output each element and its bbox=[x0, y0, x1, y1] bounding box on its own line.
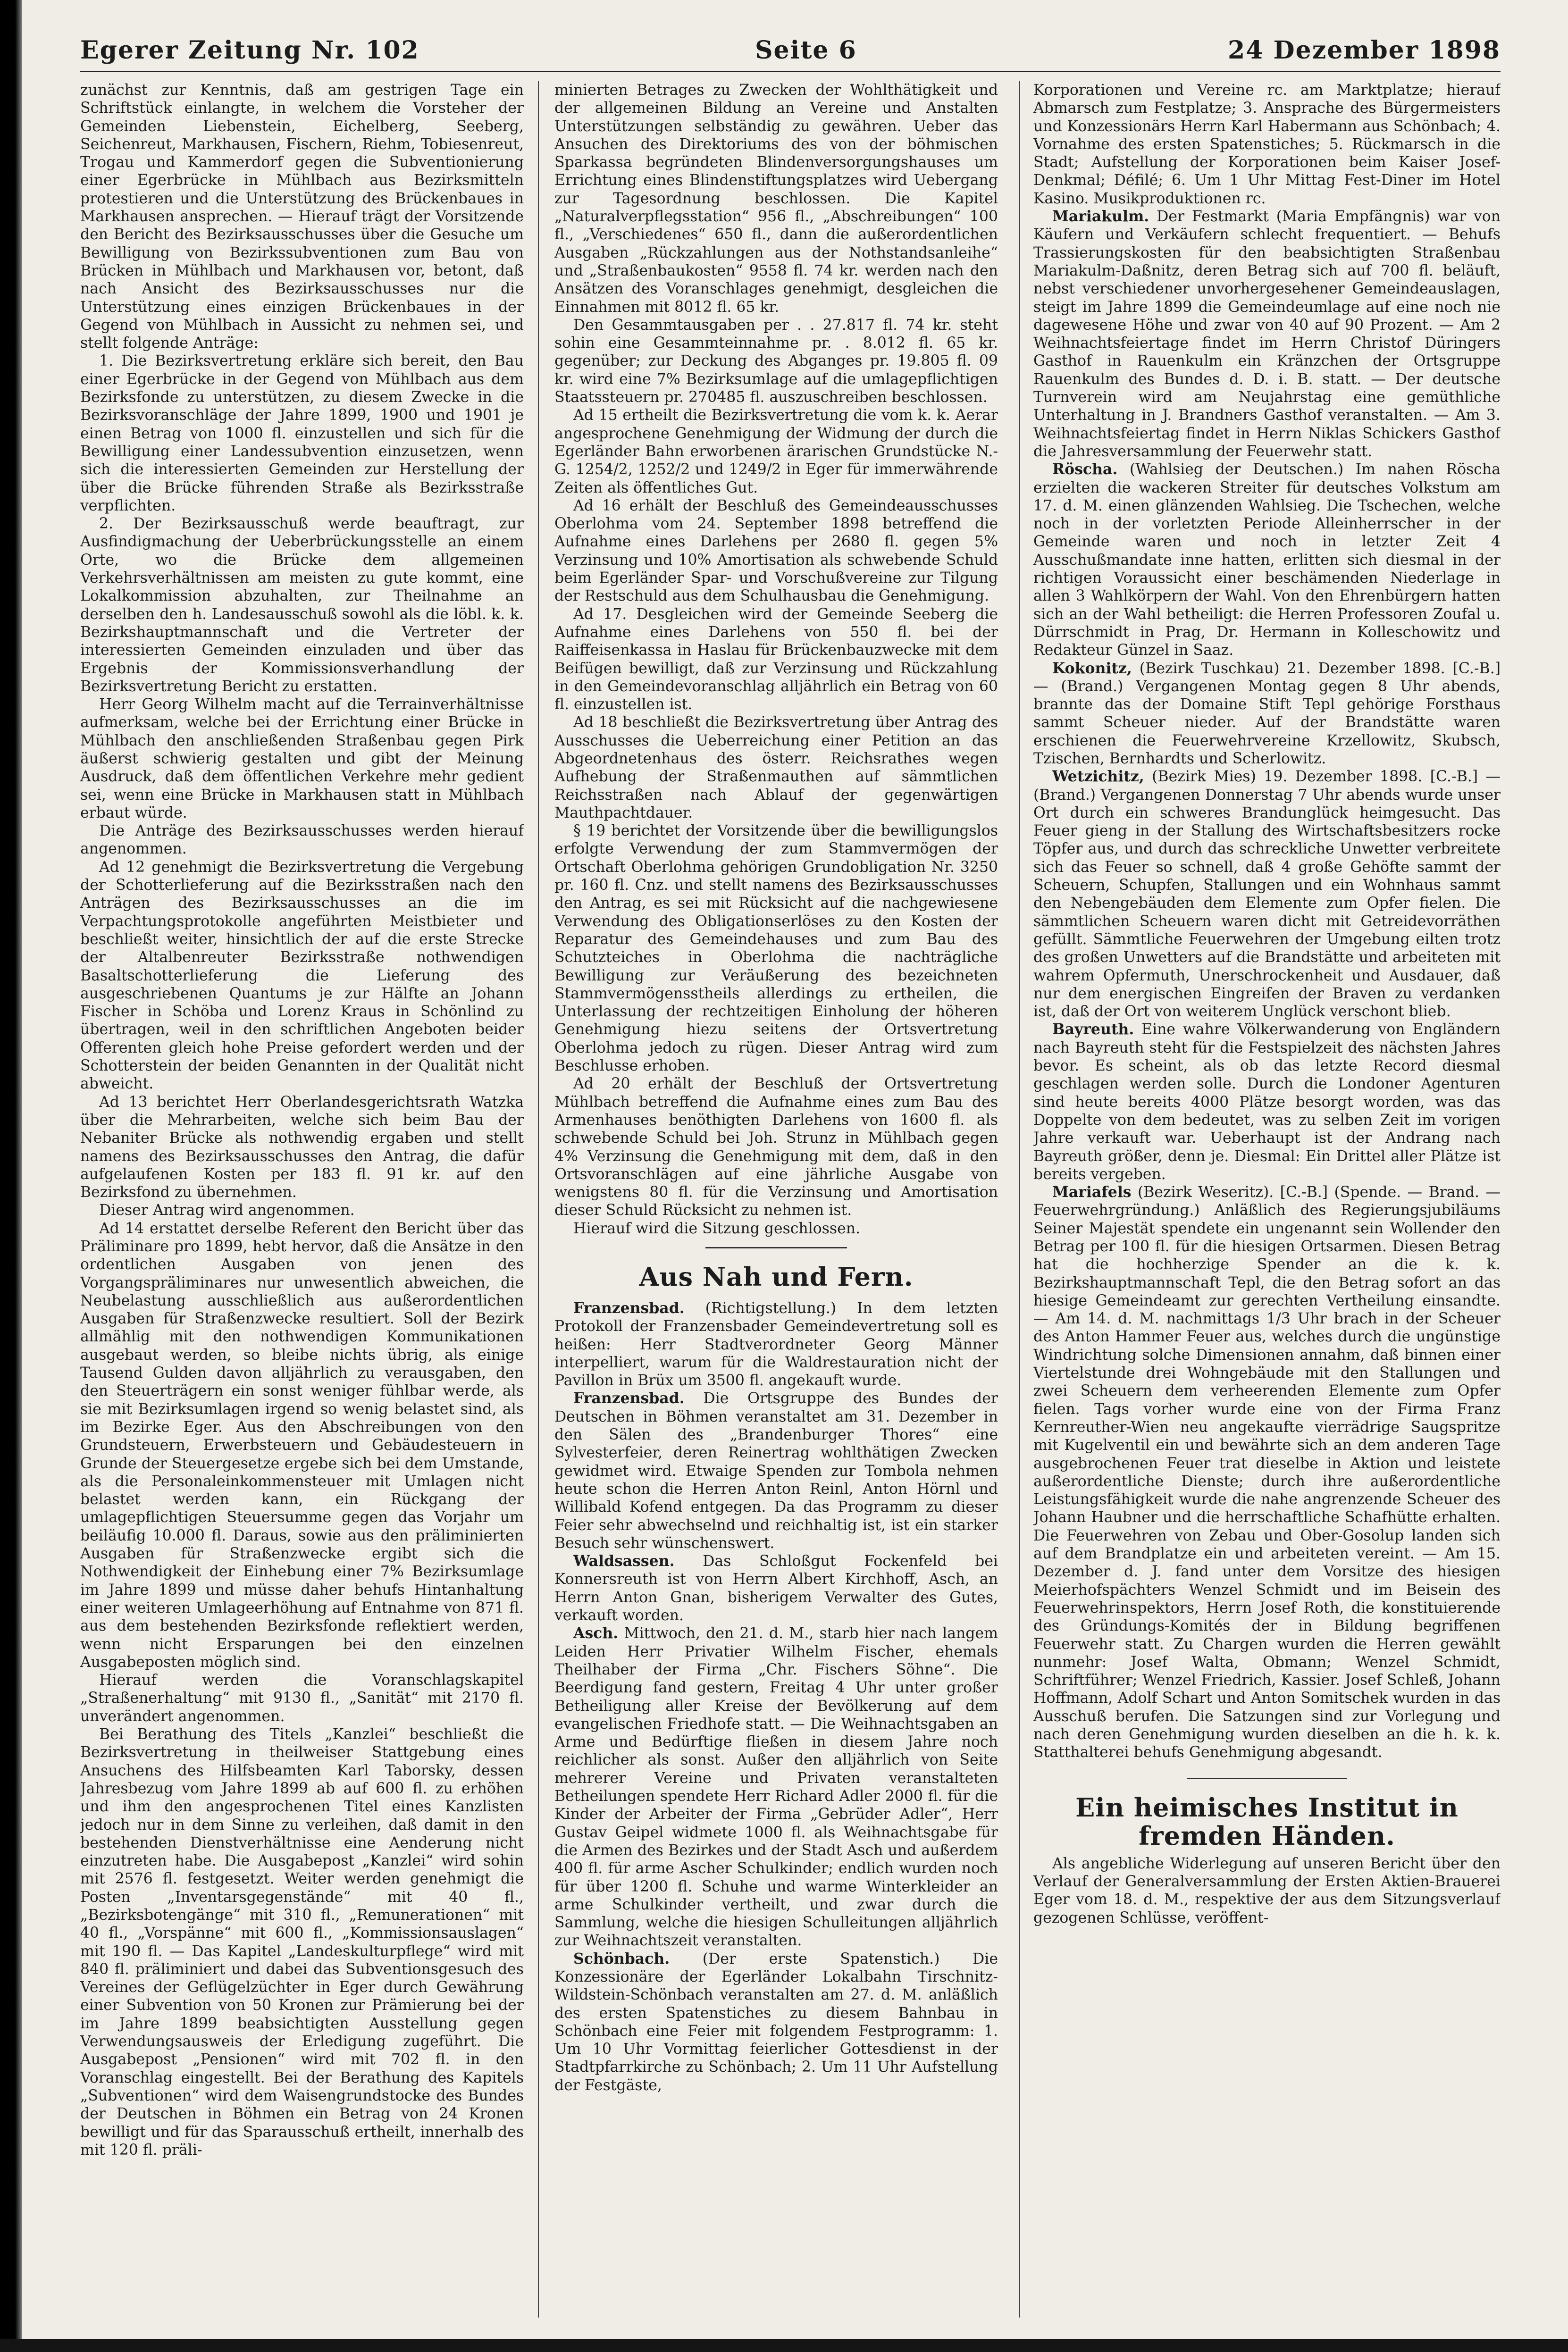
news-item-text: Die Ortsgruppe des Bundes der Deutschen in Böhmen veranstaltet am 31. Dezember in den Sälen des „Brandenburger Thores“ eine Sylvesterfeier, deren Reinertrag wohlthätigen Zwecken gewidmet wird. Etwaige Spenden zur Tombola nehmen heute schon die Herren Anton Reinl, Anton Hörnl und Willibald Kofend entgegen. Da das Programm zu dieser Feier sehr abwechselnd und reichhaltig ist, ist ein starker Besuch sehr wünschenswert. bbox=[554, 1390, 998, 1552]
news-item-place: Waldsassen. bbox=[573, 1552, 675, 1570]
news-item-place: Bayreuth. bbox=[1052, 1021, 1134, 1038]
paragraph: Ad 15 ertheilt die Bezirksvertretung die vom k. k. Aerar angesprochene Genehmigung der Widmung der durch die Egerländer Bahn erworbenen ärarischen Grundstücke N.-G. 1254/2, 1252/2 und 1249/2 in Eger für immerwährende Zeiten als öffentliches Gut. bbox=[554, 407, 998, 496]
news-item bbox=[554, 1950, 998, 2094]
paragraph: Ad 16 erhält der Beschluß des Gemeindeausschusses Oberlohma vom 24. September 1898 betreffend die Aufnahme eines Darlehens per 2680 fl. gegen 5% Verzinsung und 10% Amortisation als schwebende Schuld beim Egerländer Spar- und Vorschußvereine zur Tilgung der Restschuld aus dem Schulhausbau die Genehmigung. bbox=[554, 497, 998, 605]
news-item-text: Der Festmarkt (Maria Empfängnis) war von Käufern und Verkäufern schlecht frequentiert. — Behufs Trassierungskosten für den beabsichtigten Straßenbau Mariakulm-Daßnitz, deren Betrag sich auf 700 fl. beläuft, nebst verschiedener unvorhergesehener Gemeindeauslagen, steigt im Jahre 1899 die Gemeindeumlage auf eine noch nie dagewesene Höhe und zwar von 40 auf 90 Prozent. — Am 2 Weihnachtsfeiertage findet im Herrn Christof Düringers Gasthof in Rauenkulm ein Kränzchen der Ortsgruppe Rauenkulm des Bundes d. D. i. B. statt. — Der deutsche Turnverein wird am Neujahrstag eine gemüthliche Unterhaltung in J. Brandners Gasthof veranstalten. — Am 3. Weihnachtsfeiertag findet in Herrn Niklas Schickers Gasthof die Jahresversammlung der Feuerwehr statt. bbox=[1033, 208, 1501, 460]
paragraph: § 19 berichtet der Vorsitzende über die bewilligungslos erfolgte Verwendung der zum Stammvermögen der Ortschaft Oberlohma gehörigen Grundobligation Nr. 3250 pr. 160 fl. Cnz. und stellt namens des Bezirksausschusses den Antrag, es sei mit Rücksicht auf die nachgewiesene Verwendung des Obligationserlöses zu den Kosten der Reparatur des Gemeindehauses und zum Bau des Schutzteiches in Oberlohma die nachträgliche Bewilligung zur Veräußerung des bezeichneten Stammvermögensstheils allerdings zu ertheilen, die Unterlassung der rechtzeitigen Einholung der höheren Genehmigung hiezu seitens der Ortsvertretung Oberlohma jedoch zu rügen. Dieser Antrag wird zum Beschlusse erhoben. bbox=[554, 822, 998, 1075]
news-item bbox=[1033, 660, 1501, 768]
news-item bbox=[1033, 1021, 1501, 1183]
news-item bbox=[1033, 460, 1501, 659]
paragraph: Hierauf wird die Sitzung geschlossen. bbox=[573, 1220, 861, 1237]
news-item bbox=[1033, 768, 1501, 1021]
paragraph: Als angebliche Widerlegung auf unseren Bericht über den Verlauf der Generalversammlung der Ersten Aktien-Brauerei Eger vom 18. d. M., respektive der aus dem Sitzungsverlauf gezogenen Schlüsse, veröffent- bbox=[1033, 1855, 1501, 1926]
column-1 bbox=[80, 81, 524, 2318]
paragraph: Ad 20 erhält der Beschluß der Ortsvertretung Mühlbach betreffend die Aufnahme eines zum Bau des Armenhauses benöthigten Darlehens von 1600 fl. als schwebende Schuld bei Joh. Strunz in Mühlbach gegen 4% Verzinsung die Genehmigung mit dem, daß in den Ortsvoranschlägen auf eine jährliche Ausgabe von wenigstens 80 fl. für die Verzinsung und Amortisation dieser Schuld Rücksicht zu nehmen ist. bbox=[554, 1075, 998, 1219]
news-item-place: Kokonitz, bbox=[1052, 659, 1132, 677]
news-item-text: (Wahlsieg der Deutschen.) Im nahen Röscha erzielten die wackeren Streiter für deutsches Volkstum am 17. d. M. einen glänzenden Wahlsieg. Die Tschechen, welche noch in der vorletzten Periode Alleinherrscher in der Gemeinde waren und noch in letzter Zeit 4 Ausschußmandate inne hatten, erlitten sich diesmal in der richtigen Voraussicht einer beschämenden Niederlage in allen 3 Wahlkörpern der Wahl. Von den Ehrenbürgern hatten sich an der Wahl betheiligt: die Herren Professoren Zoufal u. Dürrschmidt in Prag, Dr. Hermann in Kolleschowitz und Redakteur Günzel in Saaz. bbox=[1033, 461, 1501, 659]
section-heading: Aus Nah und Fern. bbox=[639, 1262, 914, 1292]
news-item-place: Franzensbad. bbox=[573, 1299, 685, 1317]
news-item-place: Asch. bbox=[573, 1624, 619, 1642]
paragraph: Herr Georg Wilhelm macht auf die Terrainverhältnisse aufmerksam, welche bei der Errichtung einer Brücke in Mühlbach den anschließenden Straßenbau gegen Pirk äußerst schwierig gestalten und gibt der Meinung Ausdruck, daß dem öffentlichen Verkehre mehr gedient sei, wenn eine Brücke in Markhausen statt in Mühlbach erbaut würde. bbox=[80, 696, 524, 821]
paragraph: Hierauf werden die Voranschlagskapitel „Straßenerhaltung“ mit 9130 fl., „Sanität“ mit 2170 fl. unverändert angenommen. bbox=[80, 1672, 524, 1725]
paragraph: Ad 18 beschließt die Bezirksvertretung über Antrag des Ausschusses die Ueberreichung einer Petition an das Abgeordnetenhaus des österr. Reichsrathes wegen Aufhebung der Straßenmauthen auf sämmtlichen Reichsstraßen nach Ablauf der gegenwärtigen Mauthpachtdauer. bbox=[554, 714, 998, 821]
news-item-text: Mittwoch, den 21. d. M., starb hier nach langem Leiden Herr Privatier Wilhelm Fischer, ehemals Theilhaber der Firma „Chr. Fischers Söhne“. Die Beerdigung fand gestern, Freitag 4 Uhr unter großer Betheiligung aller Kreise der Bevölkerung auf dem evangelischen Friedhofe statt. — Die Weihnachtsgaben an Arme und Bedürftige fließen in diesem Jahre noch reichlicher als sonst. Außer den alljährlich von Seite mehrerer Vereine und Privaten veranstalteten Betheilungen spendete Herr Richard Adler 2000 fl. für die Kinder der Arbeiter der Firma „Gebrüder Adler“, Herr Gustav Geipel widmete 1000 fl. als Weihnachtsgabe für die Armen des Bezirkes und der Stadt Asch und außerdem 400 fl. für arme Ascher Schulkinder; endlich wurden noch für über 1200 fl. Schuhe und warme Winterkleider an arme Schulkinder vertheilt, und zwar durch die Sammlung, welche die hiesigen Schulleitungen alljährlich zur Weihnachtszeit veranstalten. bbox=[554, 1625, 998, 1950]
paragraph: Dieser Antrag wird angenommen. bbox=[99, 1202, 355, 1219]
news-item-text: Das Schloßgut Fockenfeld bei Konnersreuth ist von Herrn Albert Kirchhoff, Asch, an Herrn Anton Gnan, bisherigem Verwalter des Gutes, verkauft worden. bbox=[554, 1553, 998, 1624]
news-item-text: (Bezirk Tuschkau) 21. Dezember 1898. [C.-B.] — (Brand.) Vergangenen Montag gegen 8 Uhr abends, brannte das der Domaine Stift Tepl gehörige Forsthaus sammt Scheuer nieder. Auf der Brandstätte waren erschienen die Feuerwehrvereine Krzellowitz, Skubsch, Tzischen, Bernhardts und Scherlowitz. bbox=[1033, 660, 1501, 767]
paragraph: Die Anträge des Bezirksausschusses werden hierauf angenommen. bbox=[80, 822, 524, 858]
page-number: Seite 6 bbox=[755, 36, 857, 65]
news-item bbox=[1033, 1183, 1501, 1762]
news-item-text: (Bezirk Mies) 19. Dezember 1898. [C.-B.] — (Brand.) Vergangenen Donnerstag 7 Uhr abends wurde unser Ort durch ein schweres Brandunglück heimgesucht. Das Feuer gieng in der Stallung des Wirtschaftsbesitzers rocke Töpfer aus, und durch das schreckliche Unwetter verbreitete sich das Feuer so schnell, daß 4 große Gehöfte sammt der Scheuern, Schupfen, Stallungen und ein Wohnhaus sammt den Nebengebäuden dem Elemente zum Opfer fielen. Die sämmtlichen Scheuern waren dicht mit Getreidevorräthen gefüllt. Sämmtliche Feuerwehren der Umgebung eilten trotz des großen Unwetters auf die Brandstätte und arbeiteten mit wahrem Opfermuth, Unerschrockenheit und Ausdauer, daß nur dem energischen Eingreifen der Braven zu verdanken ist, daß der Ort von weiterem Unglück verschont blieb. bbox=[1033, 768, 1501, 1021]
paragraph: 2. Der Bezirksausschuß werde beauftragt, zur Ausfindigmachung der Ueberbrückungsstelle an einem Orte, wo die Brücke dem allgemeinen Verkehrsverhältnissen am meisten zu gute kommt, eine Lokalkommission abzuhalten, zur Theilnahme an derselben den h. Landesausschuß sowohl als die löbl. k. k. Bezirkshauptmannschaft und die Vertreter der interessierten Gemeinden einzuladen und über das Ergebnis der Kommissionsverhandlung der Bezirksvertretung Bericht zu erstatten. bbox=[80, 515, 524, 695]
paragraph: minierten Betrages zu Zwecken der Wohlthätigkeit und der allgemeinen Bildung an Vereine und Anstalten Unterstützungen selbständig zu gewähren. Ueber das Ansuchen des Direktoriums des von der böhmischen Sparkassa begründeten Blindenversorgungshauses um Errichtung eines Blindenstiftungsplatzes wird Uebergang zur Tagesordnung beschlossen. Die Kapitel „Naturalverpflegsstation“ 956 fl., „Abschreibungen“ 100 fl., „Verschiedenes“ 650 fl., dann die außerordentlichen Ausgaben „Rückzahlungen aus der Nothstandsanleihe“ und „Straßenbaukosten“ 9558 fl. 74 kr. werden nach den Ansätzen des Voranschlages genehmigt, desgleichen die Einnahmen mit 8012 fl. 65 kr. bbox=[554, 82, 998, 316]
newspaper-title: Egerer Zeitung Nr. 102 bbox=[80, 36, 419, 65]
section-divider bbox=[1187, 1778, 1347, 1779]
news-item-place: Franzensbad. bbox=[573, 1389, 685, 1407]
paragraph: Korporationen und Vereine rc. am Marktplatze; hierauf Abmarsch zum Festplatze; 3. Ansprache des Bürgermeisters und Konzessionärs Herrn Karl Habermann aus Schönbach; 4. Vornahme des ersten Spatenstiches; 5. Rückmarsch in die Stadt; Aufstellung der Korporationen beim Kaiser Josef-Denkmal; Défilé; 6. Um 1 Uhr Mittag Fest-Diner im Hotel Kasino. Musikproduktionen rc. bbox=[1033, 82, 1501, 207]
scan-border bbox=[0, 0, 22, 2352]
news-item bbox=[1033, 208, 1501, 460]
column-2 bbox=[554, 81, 998, 2318]
paragraph: 1. Die Bezirksvertretung erkläre sich bereit, den Bau einer Egerbrücke in der Gegend von Mühlbach aus dem Bezirksfonde zu unterstützen, zu diesem Zwecke in die Bezirksvoranschläge der Jahre 1899, 1900 und 1901 je einen Betrag von 1000 fl. einzustellen und sich für die Bewilligung einer Landessubvention einzusetzen, wenn sich die interessierten Gemeinden zur Herstellung der über die Brücke führenden Straße als Bezirksstraße verpflichten. bbox=[80, 352, 524, 514]
paragraph: Ad 14 erstattet derselbe Referent den Bericht über das Präliminare pro 1899, hebt hervor, daß die Ansätze in den ordentlichen Ausgaben von jenen des Vorgangspräliminares nur unwesentlich abweichen, die Neubelastung ausschließlich aus außerordentlichen Ausgaben für Straßenzwecke resultiert. Soll der Bezirk allmählig mit den nothwendigen Kommunikationen ausgebaut werden, so bleibe nichts übrig, als einige Tausend Gulden davon alljährlich zu verausgaben, den den Steuerträgern ein sonst weniger fühlbar werde, als sie mit Bezirksumlagen irgend so wenig belastet sind, als im Bezirke Eger. Aus den Abschreibungen von den Grundsteuern, Erwerbsteuern und Gebäudesteuern in Grunde der Steuergesetze ergebe sich bei dem Umstande, als die Personaleinkommensteuer mit Umlagen nicht belastet werden kann, ein Rückgang der umlagepflichtigen Steuersumme gegen das Vorjahr um beiläufig 10.000 fl. Daraus, sowie aus den präliminierten Ausgaben für Straßenzwecke ergibt sich die Nothwendigkeit der Einhebung einer 7% Bezirksumlage im Jahre 1899 und müsse daher behufs Hintanhaltung einer weiteren Umlageerhöhung auf Entnahme von 871 fl. aus dem bestehenden Bezirksfonde reflektiert werden, wenn nicht Ersparungen bei den einzelnen Ausgabeposten möglich sind. bbox=[80, 1220, 524, 1671]
news-item-place: Schönbach. bbox=[573, 1950, 670, 1967]
paragraph: Bei Berathung des Titels „Kanzlei“ beschließt die Bezirksvertretung in theilweiser Stattgebung eines Ansuchens des Hilfsbeamten Karl Taborsky, dessen Jahresbezug vom Jahre 1899 ab auf 600 fl. zu erhöhen und ihm den angesprochenen Titel eines Kanzlisten jedoch nur in dem Sinne zu verleihen, daß damit in den bestehenden Dienstverhältnisse eine Aenderung nicht einzutreten habe. Die Ausgabepost „Kanzlei“ wird sohin mit 2576 fl. festgesetzt. Weiter werden genehmigt die Posten „Inventarsgegenstände“ mit 40 fl., „Bezirksbotengänge“ mit 310 fl., „Remunerationen“ mit 40 fl., „Vorspänne“ mit 600 fl., „Kommissionsauslagen“ mit 190 fl. — Das Kapitel „Landeskulturpflege“ wird mit 840 fl. präliminiert und dabei das Subventionsgesuch des Vereines der Geflügelzüchter in Eger durch Gewährung einer Subvention von 50 Kronen zur Prämierung bei der im Jahre 1899 beabsichtigten Ausstellung gegen Verwendungsausweis der Erledigung zugeführt. Die Ausgabepost „Pensionen“ wird mit 702 fl. in den Voranschlag eingestellt. Bei der Berathung des Kapitels „Subventionen“ wird dem Waisengrundstocke des Bundes der Deutschen in Böhmen ein Betrag von 24 Kronen bewilligt und für das Sparausschuß ertheilt, innerhalb des mit 120 fl. präli- bbox=[80, 1726, 524, 2159]
paragraph: Den Gesammtausgaben per . . 27.817 fl. 74 kr. steht sohin eine Gesammteinnahme pr. . 8.012 fl. 65 kr. gegenüber; zur Deckung des Abganges pr. 19.805 fl. 09 kr. wird eine 7% Bezirksumlage auf die umlagepflichtigen Staatssteuern pr. 270485 fl. auszuschreiben beschlossen. bbox=[554, 316, 998, 406]
news-item bbox=[554, 1624, 998, 1950]
paragraph: Ad 12 genehmigt die Bezirksvertretung die Vergebung der Schotterlieferung auf die Bezirksstraßen nach den Anträgen des Bezirksausschusses an die im Verpachtungsprotokolle angeführten Meistbieter und beschließt weiter, hinsichtlich der auf die erste Strecke der Altalbenreuter Bezirksstraße nothwendigen Basaltschotterlieferung die Lieferung des ausgeschriebenen Quantums je zur Hälfte an Johann Fischer in Schöba und Lorenz Kraus in Schönlind zu übertragen, weil in den schriftlichen Angeboten beider Offerenten gleich hohe Preise gefordert werden und der Schotterstein der beiden Genannten in der Qualität nicht abweicht. bbox=[80, 858, 524, 1093]
paragraph: Ad 17. Desgleichen wird der Gemeinde Seeberg die Aufnahme eines Darlehens von 550 fl. bei der Raiffeisenkassa in Haslau für Brückenbauzwecke mit dem Beifügen bewilligt, daß zur Verzinsung und Rückzahlung in den Gemeindevoranschlag alljährlich ein Betrag von 60 fl. einzustellen ist. bbox=[554, 605, 998, 713]
news-item-place: Röscha. bbox=[1052, 460, 1118, 478]
news-item-text: (Bezirk Weseritz). [C.-B.] (Spende. — Brand. — Feuerwehrgründung.) Anläßlich des Regierungsjubiläums Seiner Majestät spendete ein ungenannt sein Wollender den Betrag per 100 fl. für die hiesigen Ortsarmen. Diesen Betrag hat die hochherzige Spender an die k. k. Bezirkshauptmannschaft Tepl, die den Betrag sofort an das hiesige Gemeindeamt zur gerechten Vertheilung einsandte. — Am 14. d. M. nachmittags 1/3 Uhr brach in der Scheuer des Anton Hammer Feuer aus, welches durch die ungünstige Windrichtung solche Dimensionen annahm, daß binnen einer Viertelstunde drei Wohngebäude mit den Stallungen und zwei Scheuern dem verheerenden Elemente zum Opfer fielen. Tags vorher wurde eine von der Firma Franz Kernreuther-Wien neu angekaufte vierrädrige Saugspritze mit Kugelventil ein und bewährte sich an dem anderen Tage ausgebrochenen Feuer trat dieselbe in Aktion und leistete außerordentliche Dienste; durch ihre außerordentliche Leistungsfähigkeit wurde die nahe angrenzende Scheuer des Johann Haubner und die herrschaftliche Schafhütte erhalten. Die Feuerwehren von Zebau und Ober-Gosolup landen sich auf dem Brandplatze ein und arbeiteten vereint. — Am 15. Dezember d. J. fand unter dem Vorsitze des hiesigen Meierhofspächters Wenzel Schmidt und im Beisein des Feuerwehrinspektors, Herrn Josef Roth, die konstituierende des Gründungs-Komités der in Bildung begriffenen Feuerwehr statt. Zu Chargen wurden die Herren gewählt nunmehr: Josef Walta, Obmann; Wenzel Schmidt, Schriftführer; Wenzel Friedrich, Kassier. Josef Schleß, Johann Hoffmann, Adolf Schart und Anton Somitschek wurden in das Ausschuß berufen. Die Satzungen sind zur Vorlegung und nach deren Genehmigung wurden dieselben an die h. k. k. Statthalterei behufs Genehmigung abgesandt. bbox=[1033, 1184, 1501, 1761]
news-item-place: Wetzichitz, bbox=[1052, 768, 1144, 786]
section-heading: Ein heimisches Institut in fremden Händen. bbox=[1075, 1792, 1459, 1851]
news-item-place: Mariakulm. bbox=[1052, 208, 1149, 226]
news-item bbox=[554, 1552, 998, 1624]
column-rule bbox=[538, 81, 539, 2318]
section-divider bbox=[705, 1247, 847, 1248]
news-item-place: Mariafels bbox=[1052, 1183, 1132, 1201]
news-item bbox=[554, 1389, 998, 1552]
issue-date: 24 Dezember 1898 bbox=[1228, 36, 1501, 65]
column-3 bbox=[1033, 81, 1501, 2318]
paragraph: Ad 13 berichtet Herr Oberlandesgerichtsrath Watzka über die Mehrarbeiten, welche sich beim Bau der Nebaniter Brücke als nothwendig ergaben und stellt namens des Bezirksausschusses den Antrag, die dafür aufgelaufenen Kosten per 183 fl. 91 kr. auf den Bezirksfond zu übernehmen. bbox=[80, 1093, 524, 1201]
news-item-text: (Richtigstellung.) In dem letzten Protokoll der Franzensbader Gemeindevertretung soll es heißen: Herr Stadtverordneter Georg Männer interpelliert, warum für die Waldrestauration nicht der Pavillon in Brüx um 3500 fl. angekauft wurde. bbox=[554, 1300, 998, 1389]
scan-border bbox=[0, 2339, 1568, 2352]
column-rule bbox=[1019, 81, 1020, 2318]
news-item-text: Eine wahre Völkerwanderung von Engländern nach Bayreuth steht für die Festspielzeit des nächsten Jahres bevor. Es scheint, als ob das letzte Record diesmal geschlagen werden solle. Durch die Londoner Agenturen sind heute bereits 4000 Plätze besorgt worden, was das Doppelte von dem bedeutet, was zu selben Zeit im vorigen Jahre verkauft war. Ueberhaupt ist der Andrang nach Bayreuth größer, denn je. Diesmal: Ein Drittel aller Plätze ist bereits vergeben. bbox=[1033, 1021, 1501, 1183]
news-item bbox=[554, 1299, 998, 1389]
page-header bbox=[80, 33, 1501, 72]
paragraph: zunächst zur Kenntnis, daß am gestrigen Tage ein Schriftstück einlangte, in welchem die Vorsteher der Gemeinden Liebenstein, Eichelberg, Seeberg, Seichenreut, Markhausen, Fischern, Riehm, Tobiesenreut, Trogau und Kammerdorf gegen die Subventionierung einer Egerbrücke in Mühlbach aus Bezirksmitteln protestieren und die Unterstützung des Brückenbaues in Markhausen ansprechen. — Hierauf trägt der Vorsitzende den Bericht des Bezirksausschusses über die Gesuche um Bewilligung von Bezirkssubventionen zum Bau von Brücken in Mühlbach und Markhausen vor, betont, daß nach Ansicht des Bezirksausschusses nur die Unterstützung eines einzigen Brückenbaues in der Gegend von Mühlbach in Aussicht zu nehmen sei, und stellt folgende Anträge: bbox=[80, 82, 524, 352]
news-item-text: (Der erste Spatenstich.) Die Konzessionäre der Egerländer Lokalbahn Tirschnitz-Wildstein-Schönbach veranstalten am 27. d. M. anläßlich des ersten Spatenstiches zu diesem Bahnbau in Schönbach eine Feier mit folgendem Festprogramm: 1. Um 10 Uhr Vormittag feierlicher Gottesdienst in der Stadtpfarrkirche zu Schönbach; 2. Um 11 Uhr Aufstellung der Festgäste, bbox=[554, 1950, 998, 2094]
